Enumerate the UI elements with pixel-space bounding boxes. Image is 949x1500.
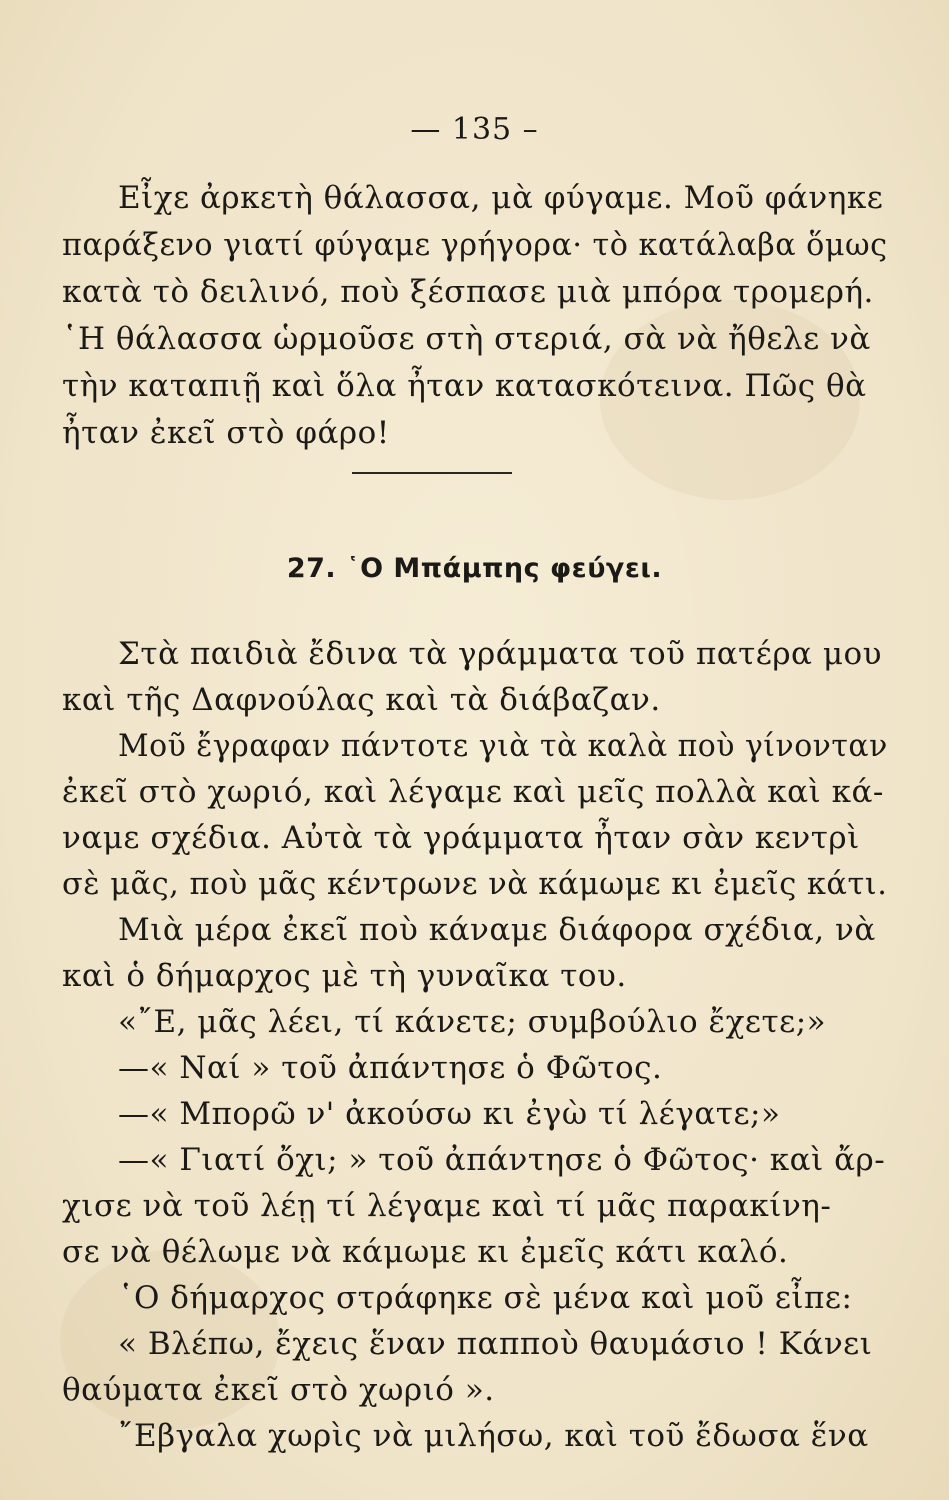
text-line: «῎Ε, μᾶς λέει, τί κάνετε; συμβούλιο ἔχετε;» bbox=[118, 1004, 827, 1040]
text-line: σε νὰ θέλωμε νὰ κάμωμε κι ἐμεῖς κάτι καλό. bbox=[62, 1234, 789, 1270]
text-line: Μοῦ ἔγραφαν πάντοτε γιὰ τὰ καλὰ ποὺ γίνονταν bbox=[118, 728, 888, 764]
text-line: ῎Εβγαλα χωρὶς νὰ μιλήσω, καὶ τοῦ ἔδωσα ἕνα bbox=[118, 1418, 869, 1454]
text-line: καὶ τῆς Δαφνούλας καὶ τὰ διάβαζαν. bbox=[62, 682, 661, 718]
text-line: ναμε σχέδια. Αὐτὰ τὰ γράμματα ἦταν σὰν κεντρὶ bbox=[62, 820, 860, 856]
text-line: Στὰ παιδιὰ ἔδινα τὰ γράμματα τοῦ πατέρα μου bbox=[118, 636, 883, 672]
text-line: σὲ μᾶς, ποὺ μᾶς κέντρωνε νὰ κάμωμε κι ἐμεῖς κάτι. bbox=[62, 866, 888, 902]
text-line: Εἶχε ἀρκετὴ θάλασσα, μὰ φύγαμε. Μοῦ φάνηκε bbox=[118, 180, 884, 216]
text-line: Μιὰ μέρα ἐκεῖ ποὺ κάναμε διάφορα σχέδια, νὰ bbox=[118, 912, 876, 948]
text-line: —« Μπορῶ ν' ἀκούσω κι ἐγὼ τί λέγατε;» bbox=[118, 1096, 781, 1132]
text-line: παράξενο γιατί φύγαμε γρήγορα· τὸ κατάλαβα ὅμως bbox=[62, 227, 888, 263]
text-line: θαύματα ἐκεῖ στὸ χωριό ». bbox=[62, 1372, 495, 1408]
text-line: —« Γιατί ὄχι; » τοῦ ἀπάντησε ὁ Φῶτος· καὶ ἄρ- bbox=[118, 1142, 886, 1178]
text-line: καὶ ὁ δήμαρχος μὲ τὴ γυναῖκα του. bbox=[62, 958, 627, 994]
section-heading: 27. ῾Ο Μπάμπης φεύγει. bbox=[286, 553, 663, 584]
text-line: ῾Ο δήμαρχος στράφηκε σὲ μένα καὶ μοῦ εἶπε: bbox=[118, 1280, 853, 1316]
text-line: κατὰ τὸ δειλινό, ποὺ ξέσπασε μιὰ μπόρα τρομερή. bbox=[62, 274, 874, 310]
text-line: ῾Η θάλασσα ὡρμοῦσε στὴ στεριά, σὰ νὰ ἤθελε νὰ bbox=[62, 321, 871, 357]
text-line: ἦταν ἐκεῖ στὸ φάρο! bbox=[62, 415, 390, 451]
text-line: —« Ναί » τοῦ ἀπάντησε ὁ Φῶτος. bbox=[118, 1050, 663, 1086]
text-line: τὴν καταπιῇ καὶ ὅλα ἦταν κατασκότεινα. Πῶς θὰ bbox=[62, 368, 867, 404]
text-line: ἐκεῖ στὸ χωριό, καὶ λέγαμε καὶ μεῖς πολλὰ καὶ κά- bbox=[62, 774, 884, 810]
section-divider bbox=[352, 472, 512, 474]
text-line: « Βλέπω, ἔχεις ἕναν παπποὺ θαυμάσιο ! Κάνει bbox=[118, 1326, 873, 1362]
page-number: — 135 – bbox=[410, 112, 539, 147]
text-line: χισε νὰ τοῦ λέῃ τί λέγαμε καὶ τί μᾶς παρακίνη- bbox=[62, 1188, 832, 1224]
